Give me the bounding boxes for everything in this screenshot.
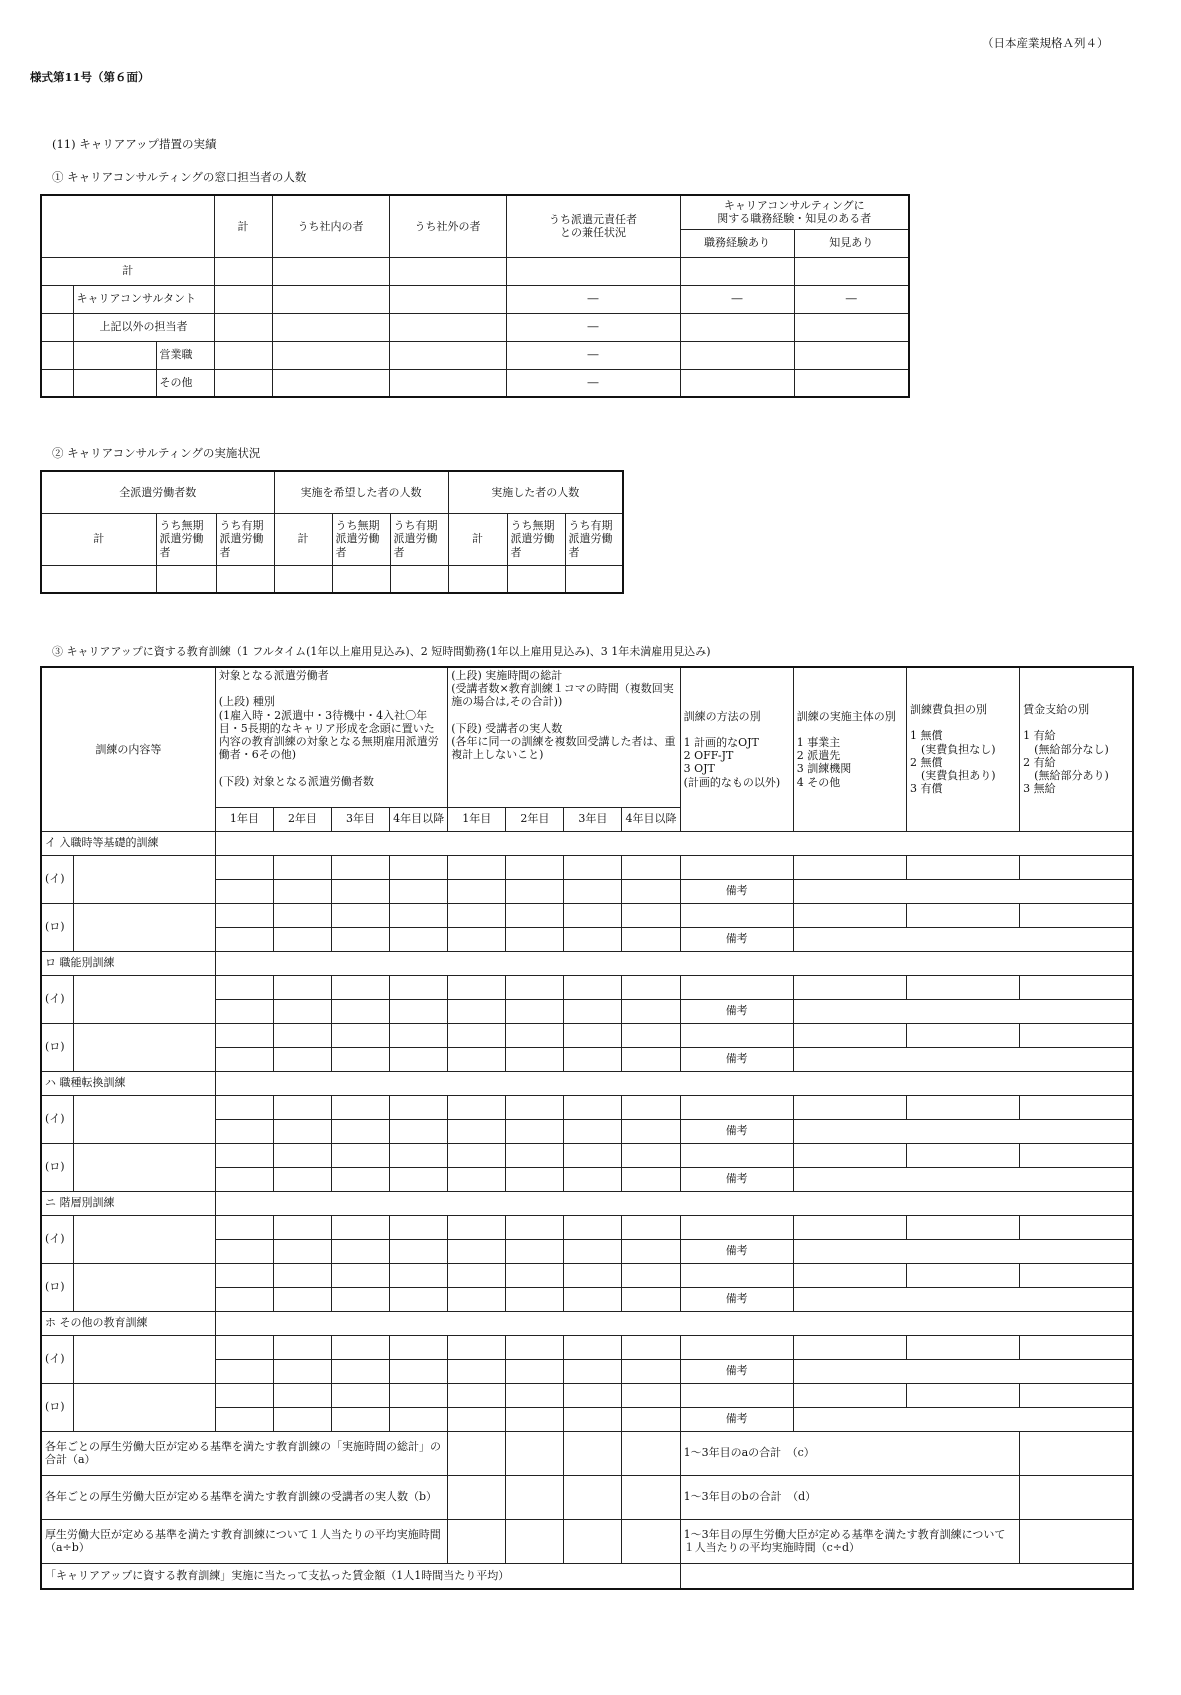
dash: ― [506,341,680,369]
year-header: 2年目 [506,807,564,831]
section-2-title: ② キャリアコンサルティングの実施状況 [52,446,261,460]
dash: ― [506,313,680,341]
col-outside: うち社外の者 [389,195,506,257]
col-knowledge: 知見あり [794,229,909,257]
sub-label: (ロ) [41,903,73,951]
sub-label: (イ) [41,1335,73,1383]
col-fixed: うち有期派遣労働者 [216,513,274,565]
footer-ab-label: 厚生労働大臣が定める基準を満たす教育訓練について１人当たりの平均実施時間（a÷b） [41,1519,448,1563]
year-header: 1年目 [448,807,506,831]
sub-label: (ロ) [41,1023,73,1071]
col-experience: 職務経験あり [680,229,794,257]
section-1-title: ① キャリアコンサルティングの窓口担当者の人数 [52,170,307,184]
col-content: 訓練の内容等 [41,667,215,831]
row-kei: 計 [41,257,214,285]
sub-label: (イ) [41,1095,73,1143]
remarks-label: 備考 [680,1359,793,1383]
remarks-label: 備考 [680,1119,793,1143]
category-label: ニ 階層別訓練 [41,1191,215,1215]
remarks-label: 備考 [680,879,793,903]
col-kei: 計 [214,195,272,257]
col-indef: うち無期派遣労働者 [332,513,390,565]
group-wish: 実施を希望した者の人数 [274,471,448,513]
dash: ― [506,369,680,397]
col-kei: 計 [41,513,156,565]
col-cost: 訓練費負担の別 1 無償 (実費負担なし) 2 無償 (実費負担あり) 3 有償 [906,667,1019,831]
remarks-label: 備考 [680,927,793,951]
sub-label: (ロ) [41,1263,73,1311]
col-inside: うち社内の者 [272,195,389,257]
section-3-title: ③ キャリアアップに資する教育訓練（1 フルタイム(1年以上雇用見込み)、2 短時間勤務(1年以上雇用見込み)、3 1年未満雇用見込み) [52,645,711,658]
category-label: ロ 職能別訓練 [41,951,215,975]
group-all: 全派遣労働者数 [41,471,274,513]
remarks-label: 備考 [680,1167,793,1191]
section-11-title: (11) キャリアアップ措置の実績 [52,137,217,151]
row-sales: 営業職 [156,341,214,369]
remarks-label: 備考 [680,1407,793,1431]
dash: ― [680,285,794,313]
training-table [40,666,1134,1590]
sub-label: (イ) [41,975,73,1023]
col-indef: うち無期派遣労働者 [156,513,216,565]
remarks-label: 備考 [680,1287,793,1311]
col-experience-group: キャリアコンサルティングに 関する職務経験・知見のある者 [680,195,909,229]
footer-c-label: 1～3年目のaの合計 （c） [680,1431,1020,1475]
form-id: 様式第11号（第６面） [30,70,150,84]
consultant-count-table [40,194,910,398]
footer-a-label: 各年ごとの厚生労働大臣が定める基準を満たす教育訓練の「実施時間の総計」の合計（a） [41,1431,448,1475]
footer-d-label: 1～3年目のbの合計 （d） [680,1475,1020,1519]
standard-label: （日本産業規格Ａ列４） [982,36,1109,50]
col-indef: うち無期派遣労働者 [507,513,565,565]
year-header: 1年目 [215,807,273,831]
col-method: 訓練の方法の別 1 計画的なOJT 2 OFF-JT 3 OJT (計画的なもの以外) [680,667,793,831]
sub-label: (イ) [41,1215,73,1263]
year-header: 4年目以降 [390,807,448,831]
year-header: 4年目以降 [622,807,680,831]
row-other: その他 [156,369,214,397]
col-target: 対象となる派遣労働者 (上段) 種別 (1雇入時・2派遣中・3待機中・4入社〇年目・5長期的なキャリア形成を念頭に置いた内容の教育訓練の対象となる無期雇用派遣労働者・6その他) (下段) 対象となる派遣労働者数 [215,667,447,807]
year-header: 2年目 [273,807,331,831]
sub-label: (ロ) [41,1383,73,1431]
row-consultant: キャリアコンサルタント [73,285,214,313]
col-body: 訓練の実施主体の別 1 事業主 2 派遣先 3 訓練機関 4 その他 [793,667,906,831]
category-label: ホ その他の教育訓練 [41,1311,215,1335]
col-hours: (上段) 実施時間の総計 (受講者数×教育訓練１コマの時間（複数回実施の場合は,その合計)) (下段) 受講者の実人数 (各年に同一の訓練を複数回受講した者は、重複計上しないこと) [448,667,680,807]
footer-b-label: 各年ごとの厚生労働大臣が定める基準を満たす教育訓練の受講者の実人数（b） [41,1475,448,1519]
sub-label: (イ) [41,855,73,903]
footer-cd-label: 1～3年目の厚生労働大臣が定める基準を満たす教育訓練について１人当たりの平均実施時間（c÷d） [680,1519,1020,1563]
dash: ― [506,285,680,313]
remarks-label: 備考 [680,1047,793,1071]
category-label: イ 入職時等基礎的訓練 [41,831,215,855]
col-kei: 計 [274,513,332,565]
col-wage: 賃金支給の別 1 有給 (無給部分なし) 2 有給 (無給部分あり) 3 無給 [1020,667,1133,831]
remarks-label: 備考 [680,1239,793,1263]
year-header: 3年目 [564,807,622,831]
year-header: 3年目 [331,807,389,831]
col-concurrent: うち派遣元責任者 との兼任状況 [506,195,680,257]
group-done: 実施した者の人数 [448,471,623,513]
row-other-staff: 上記以外の担当者 [73,313,214,341]
dash: ― [794,285,909,313]
category-label: ハ 職種転換訓練 [41,1071,215,1095]
col-fixed: うち有期派遣労働者 [390,513,448,565]
col-kei: 計 [448,513,507,565]
header-blank [41,195,214,257]
col-fixed: うち有期派遣労働者 [565,513,623,565]
sub-label: (ロ) [41,1143,73,1191]
consulting-status-table [40,470,624,594]
footer-wage-label: 「キャリアアップに資する教育訓練」実施に当たって支払った賃金額（1人1時間当たり平均） [41,1563,680,1589]
remarks-label: 備考 [680,999,793,1023]
